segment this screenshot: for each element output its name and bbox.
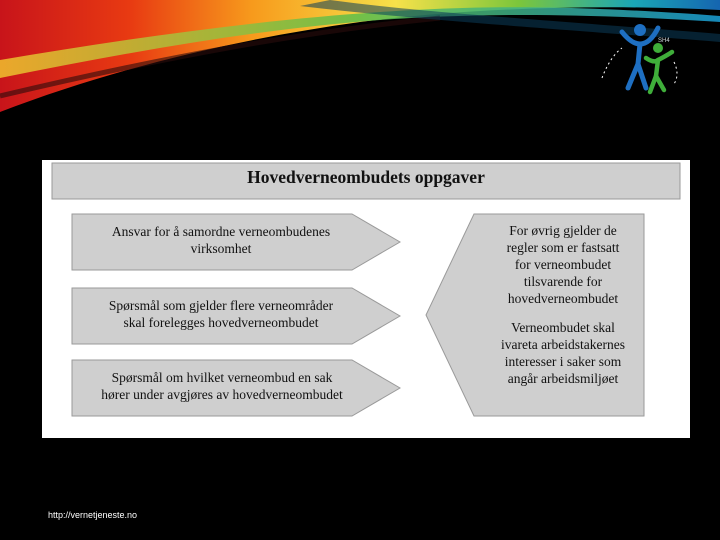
right-para-1-line: regler som er fastsatt [506, 240, 620, 255]
right-para-2-line: Verneombudet skal [511, 320, 615, 335]
right-para-1-line: tilsvarende for [523, 274, 603, 289]
diagram-panel [42, 160, 690, 438]
left-item-3-text [72, 369, 372, 403]
logo-tag: SH4 [658, 38, 670, 44]
left-item-2-line2: skal forelegges hovedverneombudet [123, 315, 319, 330]
left-item-1-line1: Ansvar for å samordne verneombudenes [111, 224, 331, 239]
right-para-2-line: ivareta arbeidstakernes [500, 337, 626, 352]
right-para-1 [474, 222, 652, 307]
left-item-1-line2: virksomhet [190, 241, 252, 256]
two-people-logo-icon [592, 18, 684, 98]
left-item-3-line2: hører under avgjøres av hovedverneombudet [101, 387, 343, 402]
right-para-1-line: For øvrig gjelder de [509, 223, 617, 238]
left-item-3-line1: Spørsmål om hvilket verneombud en sak [111, 370, 333, 385]
diagram-title: Hovedverneombudets oppgaver [247, 167, 485, 187]
right-para-2-line: interesser i saker som [504, 354, 622, 369]
footer-url: http://vernetjeneste.no [48, 510, 138, 520]
right-para-1-line: for verneombudet [514, 257, 612, 272]
right-para-2 [474, 319, 652, 387]
left-item-2-text [76, 297, 366, 331]
right-para-2-line: angår arbeidsmiljøet [507, 371, 619, 386]
left-item-1-text [76, 223, 366, 257]
right-para-1-line: hovedverneombudet [507, 291, 619, 306]
left-item-2-line1: Spørsmål som gjelder flere verneområder [108, 298, 334, 313]
right-block-text [474, 222, 652, 387]
